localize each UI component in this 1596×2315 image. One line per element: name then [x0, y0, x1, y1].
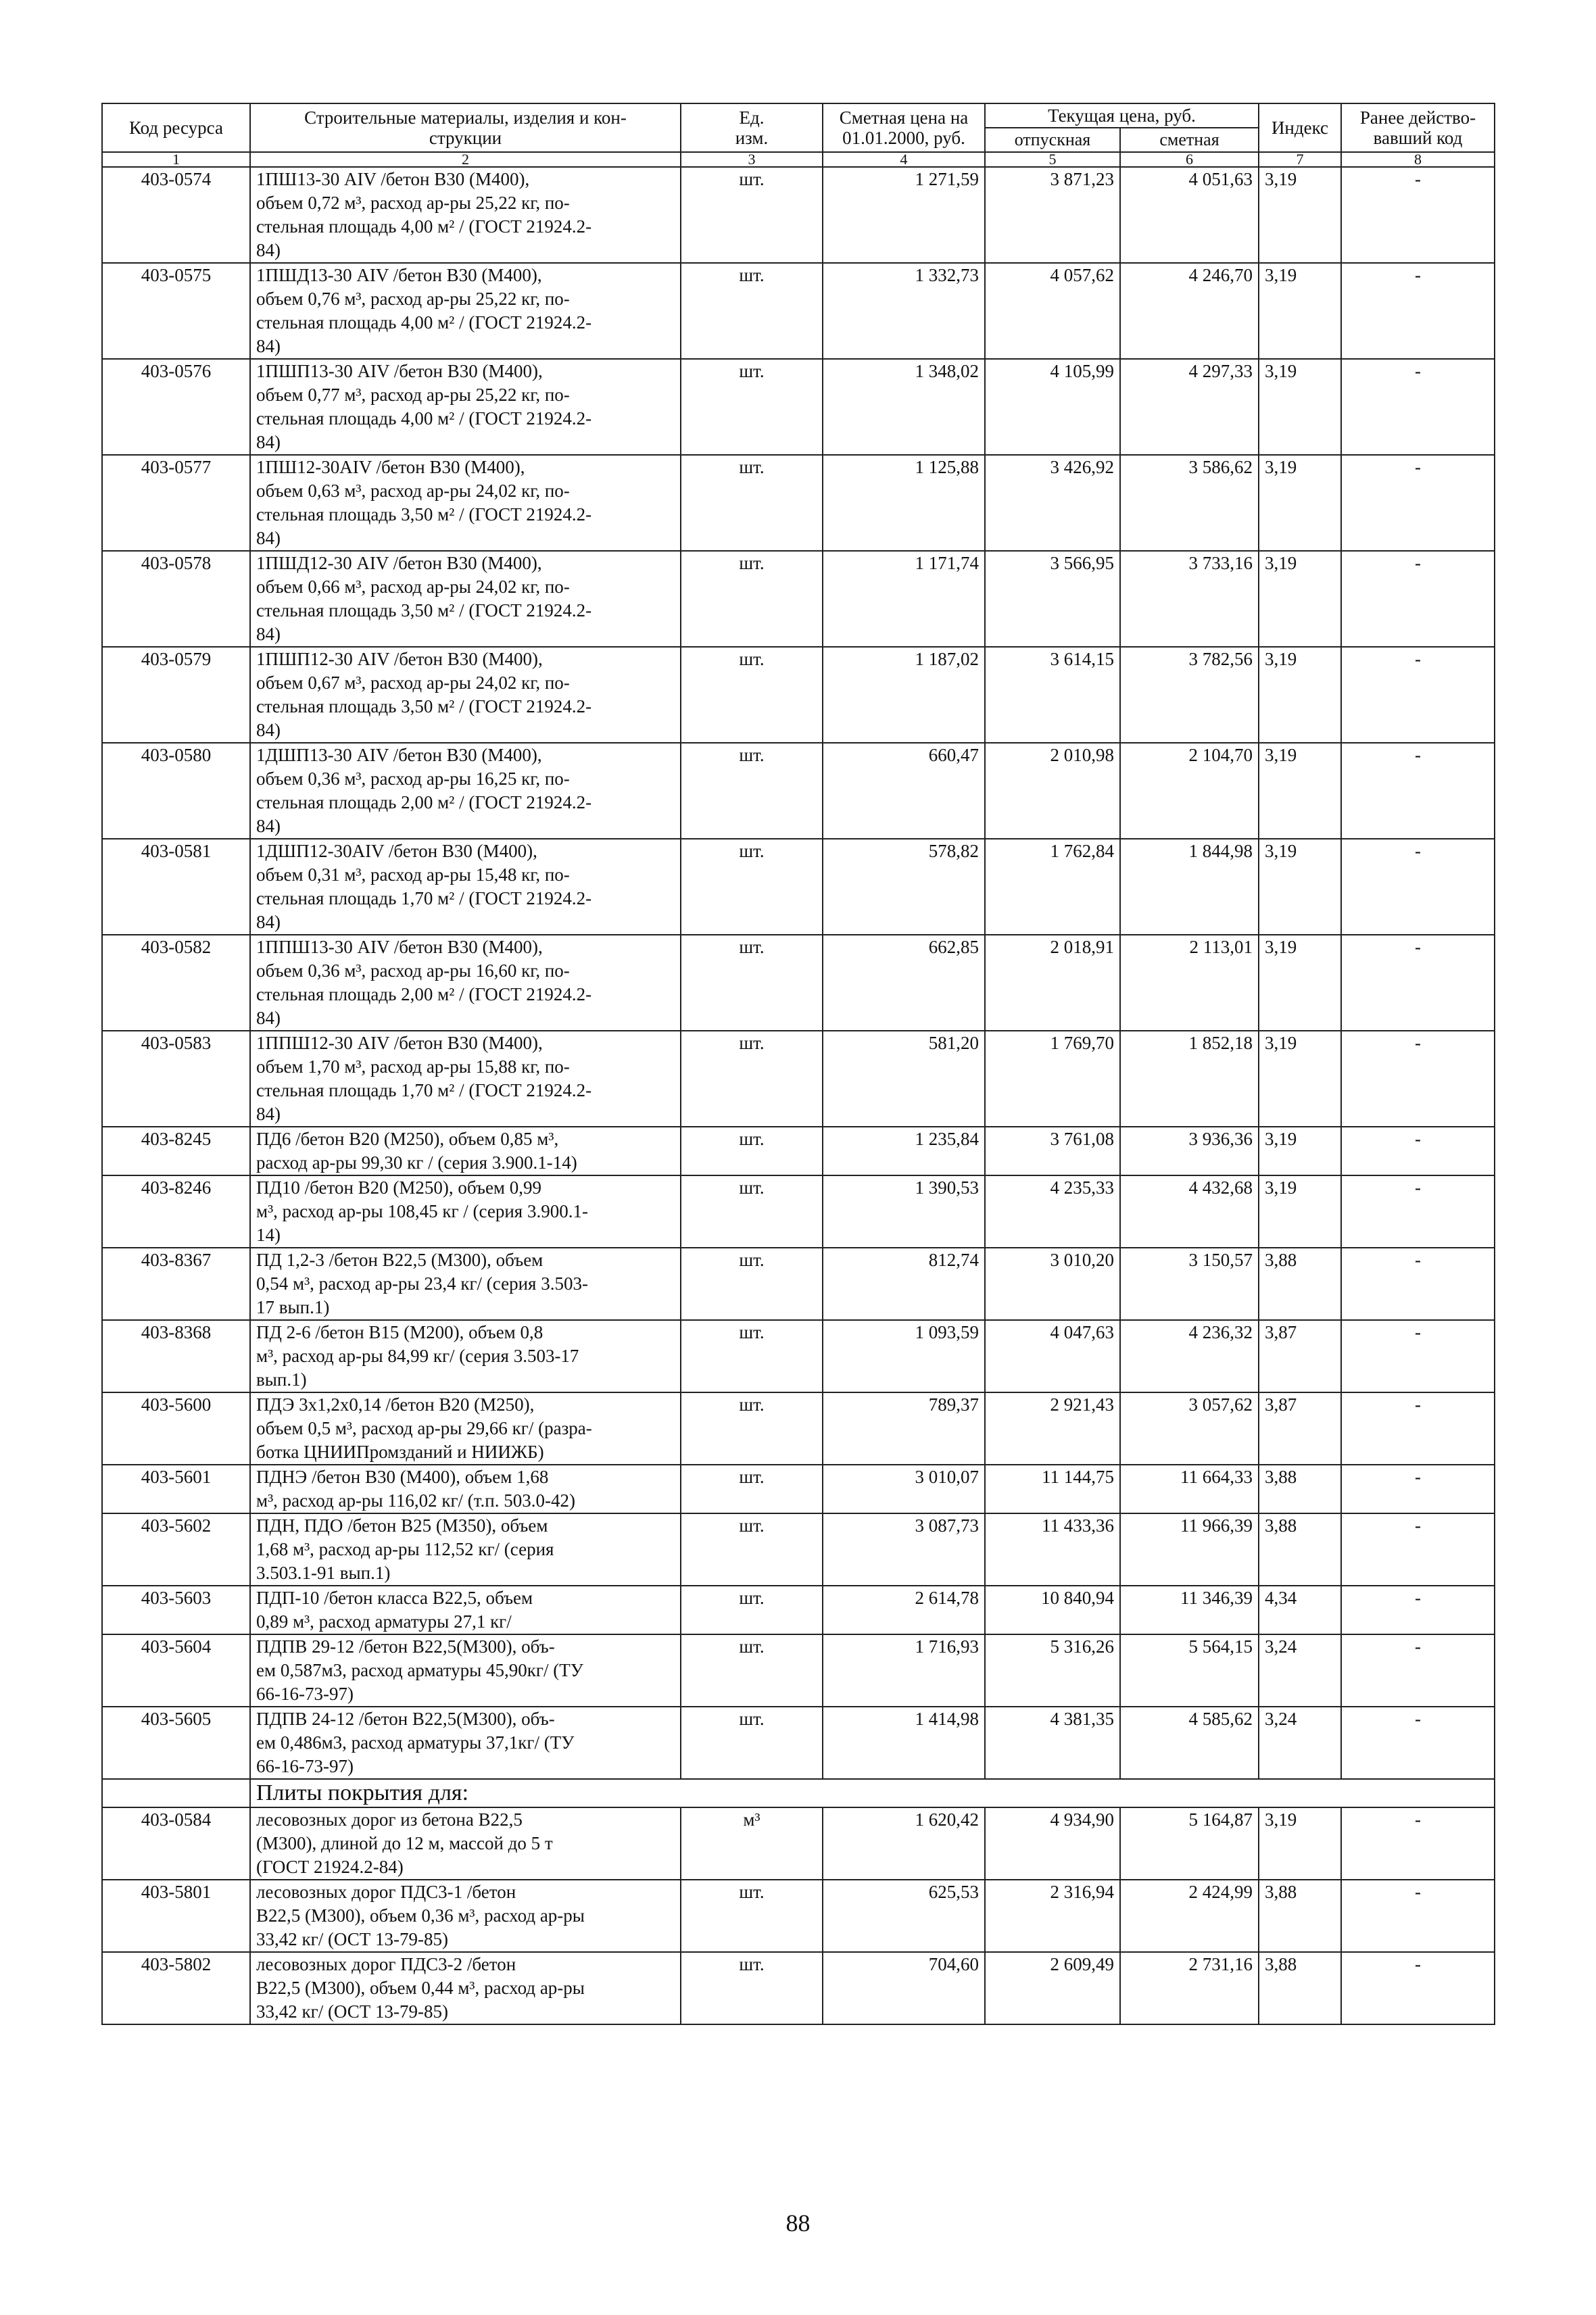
column-number: 2: [250, 152, 681, 167]
unit-of-measure: шт.: [681, 1634, 823, 1707]
table-row: [102, 167, 1495, 263]
resource-code: 403-0576: [102, 359, 250, 455]
resource-code: 403-8246: [102, 1175, 250, 1248]
price-index: 3,87: [1259, 1392, 1341, 1465]
unit-of-measure: шт.: [681, 1248, 823, 1320]
price-index: 3,24: [1259, 1707, 1341, 1779]
previous-code: -: [1341, 1952, 1495, 2024]
previous-code: -: [1341, 1880, 1495, 1952]
release-price: 2 921,43: [985, 1392, 1120, 1465]
table-row: [102, 839, 1495, 935]
price-index: 3,19: [1259, 455, 1341, 551]
price-index: 3,88: [1259, 1465, 1341, 1513]
release-price: 3 426,92: [985, 455, 1120, 551]
base-price: 1 235,84: [823, 1127, 985, 1175]
base-price: 1 093,59: [823, 1320, 985, 1392]
release-price: 4 057,62: [985, 263, 1120, 359]
base-price: 1 125,88: [823, 455, 985, 551]
unit-of-measure: шт.: [681, 1465, 823, 1513]
base-price: 789,37: [823, 1392, 985, 1465]
release-price: 10 840,94: [985, 1586, 1120, 1634]
material-description: лесовозных дорог ПДС3-1 /бетон В22,5 (М300), объем 0,36 м³, расход ар-ры 33,42 кг/ (ОСТ 13-79-85): [250, 1880, 681, 1952]
release-price: 2 010,98: [985, 743, 1120, 839]
material-description: 1ПШП12-30 AIV /бетон В30 (М400), объем 0,67 м³, расход ар-ры 24,02 кг, по- стельная площадь 3,50 м² / (ГОСТ 21924.2- 84): [250, 647, 681, 743]
material-description: 1ППШ13-30 AIV /бетон В30 (М400), объем 0,36 м³, расход ар-ры 16,60 кг, по- стельная площадь 2,00 м² / (ГОСТ 21924.2- 84): [250, 935, 681, 1031]
estimate-price: 3 782,56: [1120, 647, 1259, 743]
previous-code: -: [1341, 1392, 1495, 1465]
resource-code: 403-0583: [102, 1031, 250, 1127]
release-price: 5 316,26: [985, 1634, 1120, 1707]
unit-of-measure: шт.: [681, 1586, 823, 1634]
table-row: [102, 1586, 1495, 1634]
previous-code: -: [1341, 1586, 1495, 1634]
release-price: 11 433,36: [985, 1513, 1120, 1586]
column-number: 3: [681, 152, 823, 167]
resource-code: 403-8245: [102, 1127, 250, 1175]
base-price: 3 087,73: [823, 1513, 985, 1586]
column-number: 5: [985, 152, 1120, 167]
estimate-price: 2 113,01: [1120, 935, 1259, 1031]
estimate-price: 5 564,15: [1120, 1634, 1259, 1707]
estimate-price: 11 346,39: [1120, 1586, 1259, 1634]
previous-code: -: [1341, 1320, 1495, 1392]
price-index: 4,34: [1259, 1586, 1341, 1634]
price-index: 3,19: [1259, 839, 1341, 935]
header-release-price: отпускная: [985, 128, 1120, 152]
resource-code: 403-8367: [102, 1248, 250, 1320]
unit-of-measure: шт.: [681, 1175, 823, 1248]
price-index: 3,19: [1259, 263, 1341, 359]
unit-of-measure: шт.: [681, 167, 823, 263]
price-index: 3,88: [1259, 1513, 1341, 1586]
base-price: 1 716,93: [823, 1634, 985, 1707]
base-price: 1 271,59: [823, 167, 985, 263]
resource-code: 403-0578: [102, 551, 250, 647]
header-index: Индекс: [1259, 103, 1341, 152]
base-price: 581,20: [823, 1031, 985, 1127]
estimate-price: 4 297,33: [1120, 359, 1259, 455]
previous-code: -: [1341, 647, 1495, 743]
resource-code: 403-0574: [102, 167, 250, 263]
previous-code: -: [1341, 1634, 1495, 1707]
resource-code: 403-0581: [102, 839, 250, 935]
table-row: [102, 551, 1495, 647]
material-description: 1ДШП13-30 AIV /бетон В30 (М400), объем 0,36 м³, расход ар-ры 16,25 кг, по- стельная площадь 2,00 м² / (ГОСТ 21924.2- 84): [250, 743, 681, 839]
table-row: [102, 455, 1495, 551]
release-price: 3 761,08: [985, 1127, 1120, 1175]
price-index: 3,19: [1259, 167, 1341, 263]
estimate-price: 4 236,32: [1120, 1320, 1259, 1392]
price-table: [101, 103, 1495, 2025]
resource-code: 403-0579: [102, 647, 250, 743]
section-row: [102, 1779, 1495, 1807]
header-materials: Строительные материалы, изделия и кон- струкции: [250, 103, 681, 152]
column-number: 8: [1341, 152, 1495, 167]
material-description: 1ПШП13-30 AIV /бетон В30 (М400), объем 0,77 м³, расход ар-ры 25,22 кг, по- стельная площадь 4,00 м² / (ГОСТ 21924.2- 84): [250, 359, 681, 455]
table-row: [102, 263, 1495, 359]
base-price: 3 010,07: [823, 1465, 985, 1513]
resource-code: 403-5605: [102, 1707, 250, 1779]
table-header: [102, 103, 1495, 167]
base-price: 704,60: [823, 1952, 985, 2024]
price-index: 3,19: [1259, 1175, 1341, 1248]
previous-code: -: [1341, 1707, 1495, 1779]
material-description: ПДЭ 3x1,2x0,14 /бетон В20 (М250), объем 0,5 м³, расход ар-ры 29,66 кг/ (разра- ботка ЦНИИПромзданий и НИИЖБ): [250, 1392, 681, 1465]
material-description: ПД 1,2-3 /бетон В22,5 (М300), объем 0,54 м³, расход ар-ры 23,4 кг/ (серия 3.503- 17 вып.1): [250, 1248, 681, 1320]
unit-of-measure: шт.: [681, 743, 823, 839]
estimate-price: 11 664,33: [1120, 1465, 1259, 1513]
price-index: 3,88: [1259, 1880, 1341, 1952]
price-index: 3,19: [1259, 647, 1341, 743]
base-price: 625,53: [823, 1880, 985, 1952]
material-description: 1ПШД12-30 AIV /бетон В30 (М400), объем 0,66 м³, расход ар-ры 24,02 кг, по- стельная площадь 3,50 м² / (ГОСТ 21924.2- 84): [250, 551, 681, 647]
previous-code: -: [1341, 1513, 1495, 1586]
table-row: [102, 1320, 1495, 1392]
estimate-price: 11 966,39: [1120, 1513, 1259, 1586]
header-current-price: Текущая цена, руб.: [985, 103, 1259, 128]
resource-code: 403-0582: [102, 935, 250, 1031]
base-price: 1 187,02: [823, 647, 985, 743]
section-block: [102, 1779, 1495, 1807]
base-price: 1 348,02: [823, 359, 985, 455]
estimate-price: 2 104,70: [1120, 743, 1259, 839]
release-price: 11 144,75: [985, 1465, 1120, 1513]
material-description: ПДП-10 /бетон класса В22,5, объем 0,89 м³, расход арматуры 27,1 кг/: [250, 1586, 681, 1634]
table-row: [102, 1248, 1495, 1320]
material-description: 1ПШД13-30 AIV /бетон В30 (М400), объем 0,76 м³, расход ар-ры 25,22 кг, по- стельная площадь 4,00 м² / (ГОСТ 21924.2- 84): [250, 263, 681, 359]
previous-code: -: [1341, 455, 1495, 551]
price-index: 3,19: [1259, 743, 1341, 839]
estimate-price: 3 936,36: [1120, 1127, 1259, 1175]
price-index: 3,88: [1259, 1952, 1341, 2024]
table-row: [102, 1634, 1495, 1707]
unit-of-measure: шт.: [681, 455, 823, 551]
table-row: [102, 935, 1495, 1031]
material-description: 1ППШ12-30 AIV /бетон В30 (М400), объем 1,70 м³, расход ар-ры 15,88 кг, по- стельная площадь 1,70 м² / (ГОСТ 21924.2- 84): [250, 1031, 681, 1127]
estimate-price: 3 586,62: [1120, 455, 1259, 551]
price-index: 3,19: [1259, 1127, 1341, 1175]
price-index: 3,19: [1259, 935, 1341, 1031]
resource-code: 403-5600: [102, 1392, 250, 1465]
base-price: 578,82: [823, 839, 985, 935]
header-base-price: Сметная цена на 01.01.2000, руб.: [823, 103, 985, 152]
unit-of-measure: шт.: [681, 263, 823, 359]
release-price: 3 614,15: [985, 647, 1120, 743]
material-description: 1ПШ13-30 AIV /бетон В30 (М400), объем 0,72 м³, расход ар-ры 25,22 кг, по- стельная площадь 4,00 м² / (ГОСТ 21924.2- 84): [250, 167, 681, 263]
material-description: лесовозных дорог ПДС3-2 /бетон В22,5 (М300), объем 0,44 м³, расход ар-ры 33,42 кг/ (ОСТ 13-79-85): [250, 1952, 681, 2024]
unit-of-measure: шт.: [681, 1880, 823, 1952]
table-body: [102, 167, 1495, 1779]
base-price: 1 390,53: [823, 1175, 985, 1248]
base-price: 1 171,74: [823, 551, 985, 647]
release-price: 4 105,99: [985, 359, 1120, 455]
column-number: 6: [1120, 152, 1259, 167]
column-numbers-row: [102, 152, 1495, 167]
header-unit: Ед. изм.: [681, 103, 823, 152]
unit-of-measure: шт.: [681, 551, 823, 647]
column-number: 4: [823, 152, 985, 167]
estimate-price: 3 733,16: [1120, 551, 1259, 647]
resource-code: 403-5601: [102, 1465, 250, 1513]
release-price: 2 316,94: [985, 1880, 1120, 1952]
previous-code: -: [1341, 935, 1495, 1031]
table-body-slabs: [102, 1807, 1495, 2024]
base-price: 1 620,42: [823, 1807, 985, 1880]
unit-of-measure: шт.: [681, 359, 823, 455]
column-number: 7: [1259, 152, 1341, 167]
estimate-price: 3 150,57: [1120, 1248, 1259, 1320]
estimate-price: 1 844,98: [1120, 839, 1259, 935]
table-row: [102, 1392, 1495, 1465]
table-row: [102, 1465, 1495, 1513]
previous-code: -: [1341, 359, 1495, 455]
unit-of-measure: шт.: [681, 1952, 823, 2024]
estimate-price: 4 585,62: [1120, 1707, 1259, 1779]
base-price: 660,47: [823, 743, 985, 839]
resource-code: 403-0580: [102, 743, 250, 839]
unit-of-measure: шт.: [681, 839, 823, 935]
previous-code: -: [1341, 1248, 1495, 1320]
previous-code: -: [1341, 1031, 1495, 1127]
unit-of-measure: шт.: [681, 1513, 823, 1586]
material-description: 1ПШ12-30AIV /бетон В30 (М400), объем 0,63 м³, расход ар-ры 24,02 кг, по- стельная площадь 3,50 м² / (ГОСТ 21924.2- 84): [250, 455, 681, 551]
release-price: 3 566,95: [985, 551, 1120, 647]
release-price: 4 047,63: [985, 1320, 1120, 1392]
material-description: ПД 2-6 /бетон В15 (М200), объем 0,8 м³, расход ар-ры 84,99 кг/ (серия 3.503-17 вып.1): [250, 1320, 681, 1392]
unit-of-measure: шт.: [681, 935, 823, 1031]
previous-code: -: [1341, 167, 1495, 263]
price-index: 3,19: [1259, 1807, 1341, 1880]
release-price: 2 018,91: [985, 935, 1120, 1031]
price-index: 3,24: [1259, 1634, 1341, 1707]
previous-code: -: [1341, 743, 1495, 839]
table-row: [102, 743, 1495, 839]
estimate-price: 4 246,70: [1120, 263, 1259, 359]
unit-of-measure: шт.: [681, 1392, 823, 1465]
previous-code: -: [1341, 263, 1495, 359]
table-row: [102, 1807, 1495, 1880]
table-row: [102, 1707, 1495, 1779]
table-row: [102, 647, 1495, 743]
previous-code: -: [1341, 1127, 1495, 1175]
table-row: [102, 1031, 1495, 1127]
unit-of-measure: шт.: [681, 647, 823, 743]
material-description: ПД10 /бетон В20 (М250), объем 0,99 м³, расход ар-ры 108,45 кг / (серия 3.900.1- 14): [250, 1175, 681, 1248]
material-description: 1ДШП12-30AIV /бетон В30 (М400), объем 0,31 м³, расход ар-ры 15,48 кг, по- стельная площадь 1,70 м² / (ГОСТ 21924.2- 84): [250, 839, 681, 935]
page-number: 88: [785, 2210, 811, 2237]
price-index: 3,88: [1259, 1248, 1341, 1320]
unit-of-measure: шт.: [681, 1031, 823, 1127]
resource-code: 403-5603: [102, 1586, 250, 1634]
unit-of-measure: шт.: [681, 1127, 823, 1175]
estimate-price: 1 852,18: [1120, 1031, 1259, 1127]
estimate-price: 3 057,62: [1120, 1392, 1259, 1465]
base-price: 662,85: [823, 935, 985, 1031]
release-price: 1 762,84: [985, 839, 1120, 935]
material-description: ПДПВ 29-12 /бетон В22,5(М300), объ- ем 0,587м3, расход арматуры 45,90кг/ (ТУ 66-16-73-97): [250, 1634, 681, 1707]
resource-code: 403-0575: [102, 263, 250, 359]
price-index: 3,19: [1259, 1031, 1341, 1127]
table-row: [102, 359, 1495, 455]
column-number: 1: [102, 152, 250, 167]
base-price: 812,74: [823, 1248, 985, 1320]
resource-code: 403-5604: [102, 1634, 250, 1707]
resource-code: 403-0584: [102, 1807, 250, 1880]
estimate-price: 2 731,16: [1120, 1952, 1259, 2024]
price-index: 3,87: [1259, 1320, 1341, 1392]
material-description: ПД6 /бетон В20 (М250), объем 0,85 м³, расход ар-ры 99,30 кг / (серия 3.900.1-14): [250, 1127, 681, 1175]
price-index: 3,19: [1259, 359, 1341, 455]
material-description: ПДПВ 24-12 /бетон В22,5(М300), объ- ем 0,486м3, расход арматуры 37,1кг/ (ТУ 66-16-73-97): [250, 1707, 681, 1779]
table-row: [102, 1880, 1495, 1952]
material-description: ПДН, ПДО /бетон В25 (М350), объем 1,68 м³, расход ар-ры 112,52 кг/ (серия 3.503.1-91 вып.1): [250, 1513, 681, 1586]
base-price: 1 332,73: [823, 263, 985, 359]
estimate-price: 4 051,63: [1120, 167, 1259, 263]
table-row: [102, 1127, 1495, 1175]
previous-code: -: [1341, 1465, 1495, 1513]
previous-code: -: [1341, 1807, 1495, 1880]
unit-of-measure: м³: [681, 1807, 823, 1880]
release-price: 2 609,49: [985, 1952, 1120, 2024]
resource-code: 403-5801: [102, 1880, 250, 1952]
previous-code: -: [1341, 551, 1495, 647]
header-resource-code: Код ресурса: [102, 103, 250, 152]
resource-code: 403-5602: [102, 1513, 250, 1586]
previous-code: -: [1341, 1175, 1495, 1248]
estimate-price: 4 432,68: [1120, 1175, 1259, 1248]
release-price: 4 381,35: [985, 1707, 1120, 1779]
base-price: 1 414,98: [823, 1707, 985, 1779]
table-row: [102, 1952, 1495, 2024]
release-price: 1 769,70: [985, 1031, 1120, 1127]
section-blank-cell: [102, 1779, 250, 1807]
previous-code: -: [1341, 839, 1495, 935]
release-price: 3 871,23: [985, 167, 1120, 263]
section-title: Плиты покрытия для:: [250, 1779, 1495, 1807]
table-row: [102, 1175, 1495, 1248]
material-description: лесовозных дорог из бетона В22,5 (М300), длиной до 12 м, массой до 5 т (ГОСТ 21924.2-84): [250, 1807, 681, 1880]
unit-of-measure: шт.: [681, 1320, 823, 1392]
estimate-price: 5 164,87: [1120, 1807, 1259, 1880]
resource-code: 403-0577: [102, 455, 250, 551]
release-price: 4 934,90: [985, 1807, 1120, 1880]
base-price: 2 614,78: [823, 1586, 985, 1634]
resource-code: 403-5802: [102, 1952, 250, 2024]
release-price: 3 010,20: [985, 1248, 1120, 1320]
table-row: [102, 1513, 1495, 1586]
estimate-price: 2 424,99: [1120, 1880, 1259, 1952]
resource-code: 403-8368: [102, 1320, 250, 1392]
material-description: ПДНЭ /бетон В30 (М400), объем 1,68 м³, расход ар-ры 116,02 кг/ (т.п. 503.0-42): [250, 1465, 681, 1513]
unit-of-measure: шт.: [681, 1707, 823, 1779]
price-index: 3,19: [1259, 551, 1341, 647]
header-estimate-price: сметная: [1120, 128, 1259, 152]
release-price: 4 235,33: [985, 1175, 1120, 1248]
header-previous-code: Ранее действо- вавший код: [1341, 103, 1495, 152]
